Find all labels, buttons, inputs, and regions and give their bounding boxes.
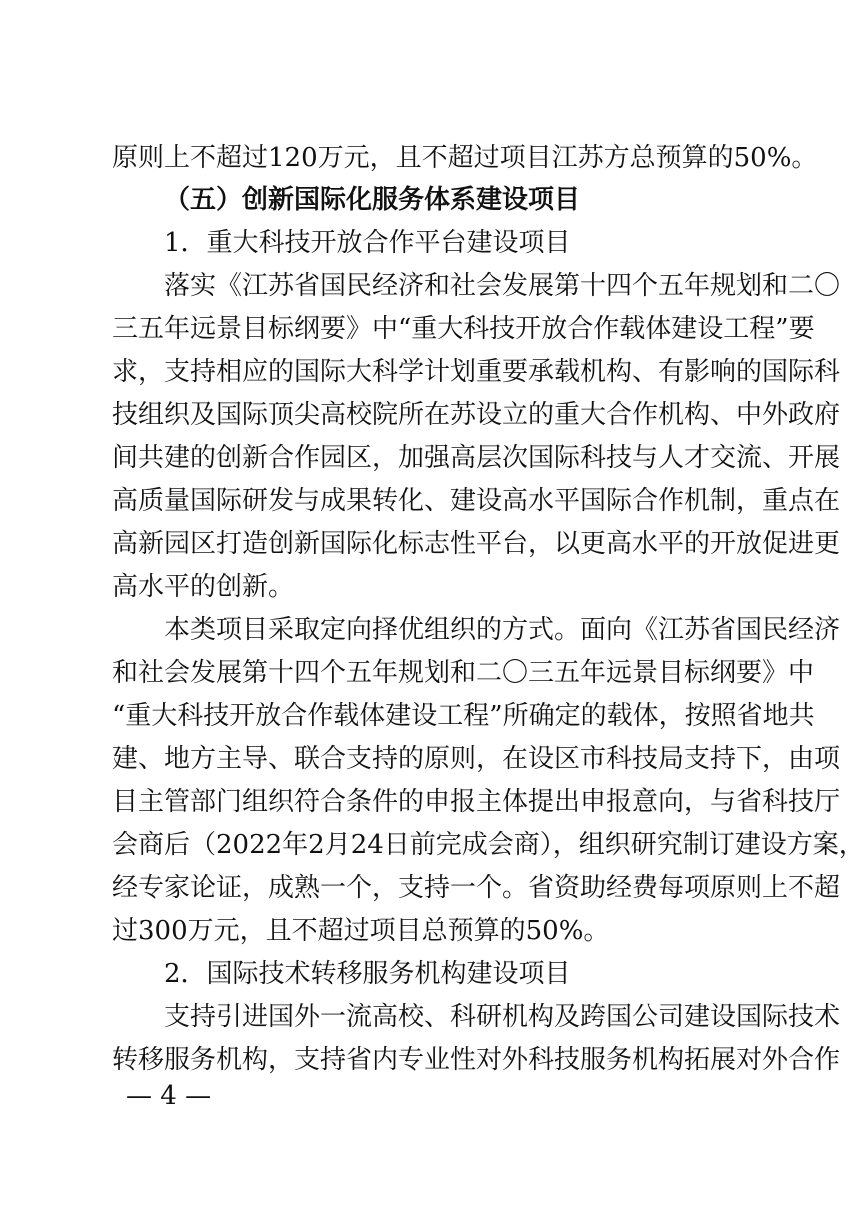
paragraph-line: 技组织及国际顶尖高校院所在苏设立的重大合作机构、中外政府 xyxy=(112,400,841,430)
text-line: 原则上不超过120万元，且不超过项目江苏方总预算的50%。 xyxy=(112,143,818,173)
subsection-heading: 2．国际技术转移服务机构建设项目 xyxy=(164,959,571,989)
paragraph-line: 高水平的创新。 xyxy=(112,572,295,602)
paragraph-line: “重大科技开放合作载体建设工程”所确定的载体，按照省地共 xyxy=(112,701,815,731)
paragraph-line: 过300万元，且不超过项目总预算的50%。 xyxy=(112,916,610,946)
paragraph-line: 高新园区打造创新国际化标志性平台，以更高水平的开放促进更 xyxy=(112,529,841,559)
paragraph-line: 会商后（2022年2月24日前完成会商），组织研究制订建设方案， xyxy=(112,830,865,860)
paragraph-line: 支持引进国外一流高校、科研机构及跨国公司建设国际技术 xyxy=(164,1002,841,1032)
paragraph-line: 高质量国际研发与成果转化、建设高水平国际合作机制，重点在 xyxy=(112,486,841,516)
paragraph-line: 间共建的创新合作园区，加强高层次国际科技与人才交流、开展 xyxy=(112,443,841,473)
paragraph-line: 转移服务机构，支持省内专业性对外科技服务机构拓展对外合作 xyxy=(112,1045,841,1075)
paragraph-line: 目主管部门组织符合条件的申报主体提出申报意向，与省科技厅 xyxy=(112,787,841,817)
paragraph-line: 求，支持相应的国际大科学计划重要承载机构、有影响的国际科 xyxy=(112,357,841,387)
page-number: — 4 — xyxy=(126,1081,212,1111)
paragraph-line: 和社会发展第十四个五年规划和二〇三五年远景目标纲要》中 xyxy=(112,658,815,688)
paragraph-line: 落实《江苏省国民经济和社会发展第十四个五年规划和二〇 xyxy=(164,271,841,301)
paragraph-line: 本类项目采取定向择优组织的方式。面向《江苏省国民经济 xyxy=(164,615,841,645)
subsection-heading: 1．重大科技开放合作平台建设项目 xyxy=(164,228,571,258)
paragraph-line: 经专家论证，成熟一个，支持一个。省资助经费每项原则上不超 xyxy=(112,873,841,903)
section-heading: （五）创新国际化服务体系建设项目 xyxy=(164,185,581,215)
paragraph-line: 建、地方主导、联合支持的原则，在设区市科技局支持下，由项 xyxy=(112,744,841,774)
paragraph-line: 三五年远景目标纲要》中“重大科技开放合作载体建设工程”要 xyxy=(112,314,815,344)
